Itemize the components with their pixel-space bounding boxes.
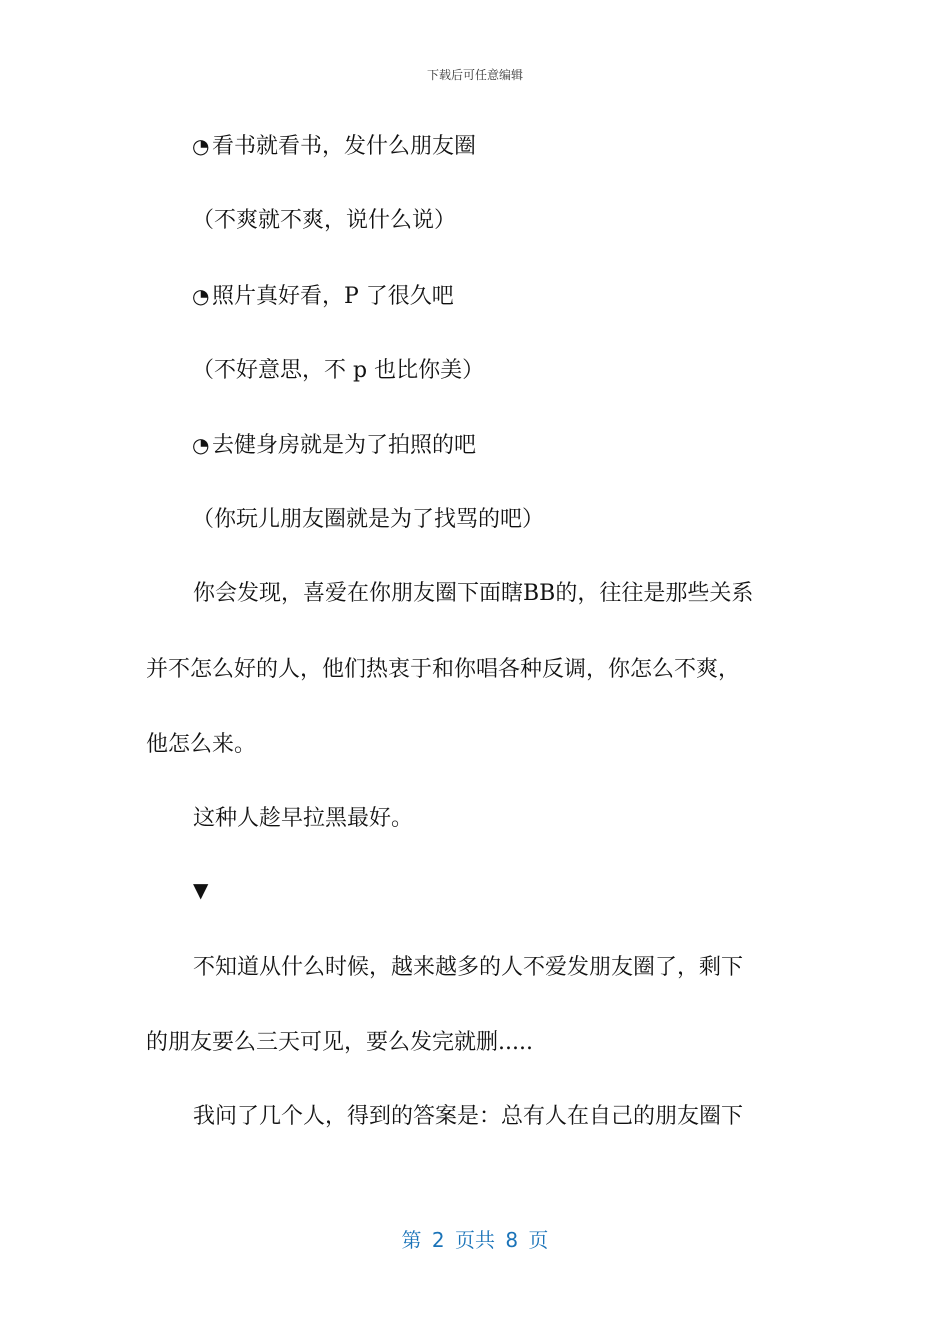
- down-triangle-icon: ▼: [193, 878, 209, 902]
- paragraph-line: 我问了几个人，得到的答案是：总有人在自己的朋友圈下: [193, 1104, 744, 1129]
- paragraph-line: 他怎么来。: [146, 732, 257, 757]
- page-number: 第 2 页共 8 页: [401, 1228, 549, 1252]
- paragraph-line: 这种人趁早拉黑最好。: [193, 806, 414, 831]
- pie-quarter-icon: ◔: [192, 433, 210, 457]
- list-item: [0, 281, 950, 312]
- list-item: [0, 131, 950, 162]
- list-item: [0, 206, 950, 236]
- paragraph-line: 不知道从什么时候，越来越多的人不爱发朋友圈了，剩下: [193, 955, 744, 980]
- list-item-text: （不好意思，不 p 也比你美）: [192, 358, 485, 383]
- list-item-text: 看书就看书，发什么朋友圈: [212, 134, 477, 159]
- paragraph-line: 你会发现，喜爱在你朋友圈下面瞎BB的，往往是那些关系: [193, 581, 754, 606]
- list-item-text: 去健身房就是为了拍照的吧: [212, 433, 477, 458]
- list-item: [0, 430, 950, 461]
- paragraph-line: 的朋友要么三天可见，要么发完就删.....: [146, 1030, 533, 1055]
- paragraph-line: 并不怎么好的人，他们热衷于和你唱各种反调，你怎么不爽，: [146, 657, 741, 682]
- page-header: 下载后可任意编辑: [426, 68, 523, 82]
- list-item-text: 照片真好看，P 了很久吧: [212, 284, 454, 309]
- list-item-text: （你玩儿朋友圈就是为了找骂的吧）: [192, 507, 545, 532]
- list-item: [0, 356, 950, 386]
- pie-quarter-icon: ◔: [192, 134, 210, 158]
- pie-quarter-icon: ◔: [192, 284, 210, 308]
- list-item: [0, 505, 950, 535]
- list-item-text: （不爽就不爽，说什么说）: [192, 208, 457, 233]
